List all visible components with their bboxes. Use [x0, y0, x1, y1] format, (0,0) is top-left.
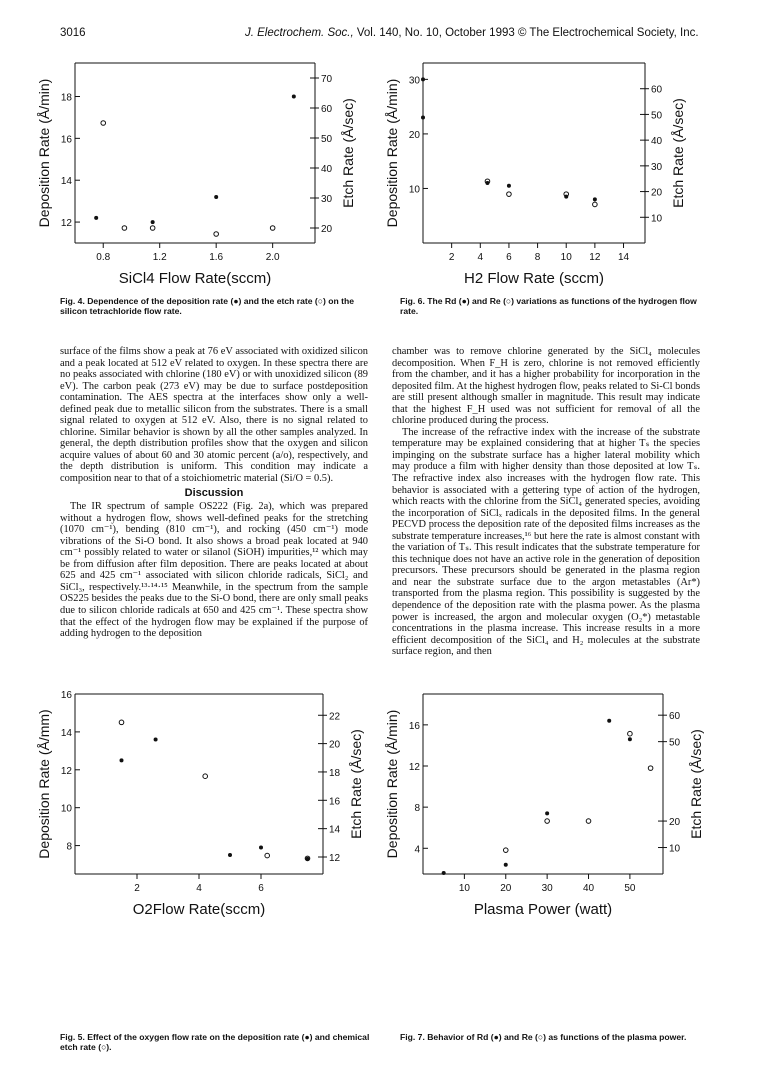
- y-right-tick-label: 16: [329, 796, 341, 808]
- x-tick-label: 30: [541, 883, 553, 894]
- y-left-axis-title: Deposition Rate (Å/min): [384, 78, 400, 228]
- y-right-tick-label: 60: [669, 711, 681, 723]
- figure-6-caption: Fig. 6. The Rd (●) and Re (○) variations as functions of the hydrogen flow rate.: [400, 296, 697, 316]
- figure-7: [384, 688, 725, 926]
- x-tick-label: 2.0: [265, 252, 280, 263]
- x-tick-label: 14: [617, 252, 630, 263]
- etch-rate-point: [119, 720, 124, 725]
- y-left-tick-label: 16: [408, 720, 420, 732]
- x-tick-label: 4: [477, 252, 484, 263]
- figure-5-caption: Fig. 5. Effect of the oxygen flow rate on the deposition rate (●) and chemical etch rate (○).: [60, 1032, 370, 1052]
- y-left-tick-label: 14: [60, 176, 72, 188]
- y-left-tick-label: 14: [60, 727, 72, 739]
- x-axis-title: SiCl4 Flow Rate(sccm): [118, 270, 272, 287]
- etch-rate-point: [648, 766, 653, 771]
- y-left-tick-label: 8: [414, 803, 420, 815]
- y-right-tick-label: 10: [669, 843, 681, 855]
- y-right-axis-title: Etch Rate (Å/sec): [670, 98, 686, 208]
- running-header: [245, 27, 699, 39]
- deposition-rate-point: [94, 216, 98, 220]
- x-tick-label: 10: [560, 252, 572, 263]
- x-tick-label: 6: [258, 883, 264, 894]
- deposition-rate-point: [545, 811, 549, 815]
- y-left-tick-label: 10: [60, 803, 72, 815]
- y-right-tick-label: 50: [669, 737, 681, 749]
- y-left-tick-label: 12: [60, 218, 72, 230]
- page-number: 3016: [60, 27, 86, 39]
- figure-6-plot: [384, 55, 725, 287]
- etch-rate-point: [122, 226, 127, 231]
- x-tick-label: 1.2: [152, 252, 167, 263]
- figure-4: [36, 55, 385, 287]
- etch-rate-point: [203, 774, 208, 779]
- figure-4-caption: Fig. 4. Dependence of the deposition rate (●) and the etch rate (○) on the silicon tetrachloride flow rate.: [60, 296, 355, 316]
- etch-rate-point: [628, 731, 633, 736]
- y-left-tick-label: 20: [408, 129, 420, 141]
- deposition-rate-point: [214, 195, 218, 199]
- y-right-tick-label: 60: [321, 104, 333, 115]
- deposition-rate-point: [593, 197, 597, 201]
- x-tick-label: 12: [589, 252, 601, 263]
- deposition-rate-point: [504, 863, 508, 867]
- figure-7-caption: Fig. 7. Behavior of Rd (●) and Re (○) as functions of the plasma power.: [400, 1032, 687, 1042]
- y-left-axis-title: Deposition Rate (Å/min): [36, 78, 52, 228]
- deposition-rate-point: [151, 220, 155, 224]
- deposition-rate-point: [442, 871, 446, 875]
- journal-name: J. Electrochem. Soc.,: [245, 27, 354, 39]
- figure-7-plot: [384, 688, 725, 926]
- y-right-tick-label: 18: [329, 767, 341, 779]
- y-right-tick-label: 30: [651, 161, 663, 173]
- deposition-rate-point: [421, 116, 425, 120]
- deposition-rate-point: [421, 77, 425, 81]
- figure-4-plot: [36, 55, 385, 287]
- x-tick-label: 4: [196, 883, 202, 894]
- y-left-tick-label: 18: [60, 92, 72, 104]
- x-tick-label: 20: [500, 883, 512, 894]
- y-left-tick-label: 30: [408, 75, 420, 87]
- y-right-tick-label: 20: [329, 739, 341, 751]
- deposition-rate-point: [507, 184, 511, 188]
- y-right-tick-label: 20: [321, 224, 333, 235]
- y-right-tick-label: 70: [321, 74, 333, 85]
- y-left-tick-label: 4: [414, 844, 420, 856]
- y-left-tick-label: 16: [60, 134, 72, 146]
- y-right-tick-label: 50: [321, 134, 333, 145]
- paragraph: The IR spectrum of sample OS222 (Fig. 2a), which was prepared without a hydrogen flow, shows well-defined peaks for the stretching (1070 cm⁻¹), bending (810 cm⁻¹), and rocking (450 cm⁻¹) mode vibrations of the Si-O bond. It also shows a broad peak located at 940 cm⁻¹ possibly related to water or silanol (SiOH) impurities,¹² which may be from diffusion after film deposition. There are peaks located at about 625 and 425 cm⁻¹ associated with silicon chloride radicals, SiCl₂ and SiCl₃, respectively.¹³·¹⁴·¹⁵ Meanwhile, in the spectrum from the sample OS225 besides the peaks due to the Si-O bond, there are only small peaks due to silicon chloride radicals at 650 and 425 cm⁻¹. These spectra show that the effect of the hydrogen flow may be explained if the purpose of adding hydrogen to the deposition: [60, 501, 368, 640]
- figure-6: [384, 55, 725, 287]
- etch-rate-point: [586, 819, 591, 824]
- y-right-tick-label: 40: [651, 136, 663, 148]
- right-column: [392, 346, 700, 658]
- x-tick-label: 10: [458, 883, 470, 894]
- y-left-axis-title: Deposition Rate (Å/min): [384, 709, 400, 859]
- deposition-rate-point: [154, 737, 158, 741]
- deposition-rate-point: [292, 94, 296, 98]
- etch-rate-point: [507, 192, 512, 197]
- deposition-rate-point: [628, 737, 632, 741]
- etch-rate-point: [593, 202, 598, 207]
- y-right-tick-label: 60: [651, 84, 663, 96]
- y-right-axis-title: Etch Rate (Å/sec): [688, 729, 704, 839]
- x-axis-title: H2 Flow Rate (sccm): [463, 270, 605, 287]
- y-left-tick-label: 16: [60, 690, 72, 701]
- y-right-tick-label: 30: [321, 194, 333, 205]
- y-left-tick-label: 8: [66, 841, 72, 853]
- y-left-tick-label: 12: [60, 765, 72, 777]
- x-tick-label: 8: [534, 252, 541, 263]
- deposition-rate-point: [120, 758, 124, 762]
- etch-rate-point: [101, 121, 106, 126]
- section-heading: Discussion: [184, 486, 244, 499]
- paragraph: chamber was to remove chlorine generated by the SiCl₄ molecules decomposition. When F_H is zero, chlorine is not removed efficiently from the chamber, and it has a higher probability for incorporation in the deposited film. At the highest hydrogen flow, peaks related to Si-Cl bonds are still present although smaller in magnitude. This result may indicate that the highest F_H used was not sufficient for removal of all the chlorine produced during the process.: [392, 346, 700, 427]
- left-column: [60, 346, 368, 640]
- deposition-rate-point: [228, 853, 232, 857]
- y-right-tick-label: 10: [651, 213, 663, 225]
- y-right-axis-title: Etch Rate (Å/sec): [348, 729, 364, 839]
- figure-5: [36, 688, 385, 926]
- x-tick-label: 2: [134, 883, 140, 894]
- x-tick-label: 40: [582, 883, 595, 894]
- etch-rate-point: [150, 226, 155, 231]
- y-left-tick-label: 12: [408, 762, 420, 773]
- paragraph: The increase of the refractive index with the increase of the substrate temperature may be explained considering that at higher Tₛ the species impinging on the substrate surface has a higher lateral mobility which may produce a film with higher density than those deposited at low Tₛ. The refractive index also increases with the hydrogen flow rate. This behavior is associated with a gettering type of action of the hydrogen, which reacts with the chlorine from the SiCl₄ generated species, avoiding the incorporation of SiClₓ radicals in the deposited films. In the general PECVD process the deposition rate of the deposited films increases as the substrate temperature increases,¹⁶ but here the rate is almost constant with the variation of Tₛ. This result indicates that the substrate temperature for this technique does not have an active role in the generation of deposition precursors. These precursors should be generated in the plasma region and near the substrate surface due to the argon metastables (Ar*) transported from the plasma region. This possibility is suggested by the dependence of the deposition rate with the plasma power. As the plasma power is increased, the argon and molecular oxygen (O₂*) metastable concentrations in the plasma increase. This increase results in a more efficient decomposition of the SiCl₄ and H₂ molecules at the substrate surface region, and then: [392, 426, 700, 658]
- etch-rate-point: [270, 226, 275, 231]
- etch-rate-point: [545, 819, 550, 824]
- deposition-rate-point: [607, 719, 611, 723]
- figure-5-plot: [36, 688, 385, 926]
- journal-citation: Vol. 140, No. 10, October 1993 © The Electrochemical Society, Inc.: [353, 27, 699, 39]
- etch-rate-point: [214, 232, 219, 237]
- etch-rate-point: [265, 853, 270, 858]
- x-axis-title: Plasma Power (watt): [473, 901, 613, 918]
- x-tick-label: 0.8: [96, 252, 111, 263]
- y-right-tick-label: 22: [329, 711, 341, 723]
- y-right-axis-title: Etch Rate (Å/sec): [340, 98, 356, 208]
- y-right-tick-label: 40: [321, 164, 333, 175]
- x-tick-label: 1.6: [209, 252, 224, 263]
- y-right-tick-label: 50: [651, 110, 663, 122]
- etch-rate-point: [503, 848, 508, 853]
- y-right-tick-label: 14: [329, 824, 341, 836]
- y-right-tick-label: 12: [329, 852, 341, 864]
- y-right-tick-label: 20: [651, 187, 663, 199]
- x-tick-label: 6: [506, 252, 512, 263]
- x-axis-title: O2Flow Rate(sccm): [132, 901, 266, 918]
- y-left-axis-title: Deposition Rate (Å/mm): [36, 709, 52, 859]
- paragraph: surface of the films show a peak at 76 eV associated with oxidized silicon and a peak located at 512 eV related to oxygen. In these spectra there are no peaks associated with chlorine (180 eV) or with unoxidized silicon (89 eV). The carbon peak (273 eV) may be due to surface postdeposition contamination. The AES spectra at the interfaces show only a well-defined peak due to metallic silicon from the substrates. There is a small signal related to oxygen at 512 eV. Also, there is no signal related to chlorine. Similar behavior is shown by all the other samples analyzed. In general, the depth distribution profiles show that the oxygen and silicon acquire values of about 60 and 30 atomic percent (a/o), respectively, and the depth distribution is uniform. This condition may indicate a composition near to that of a stoichiometric material (Si/O = 0.5).: [60, 346, 368, 485]
- y-right-tick-label: 20: [669, 817, 681, 829]
- deposition-rate-point: [259, 845, 263, 849]
- x-tick-label: 2: [448, 252, 455, 263]
- y-left-tick-label: 10: [408, 184, 420, 196]
- x-tick-label: 50: [624, 883, 636, 894]
